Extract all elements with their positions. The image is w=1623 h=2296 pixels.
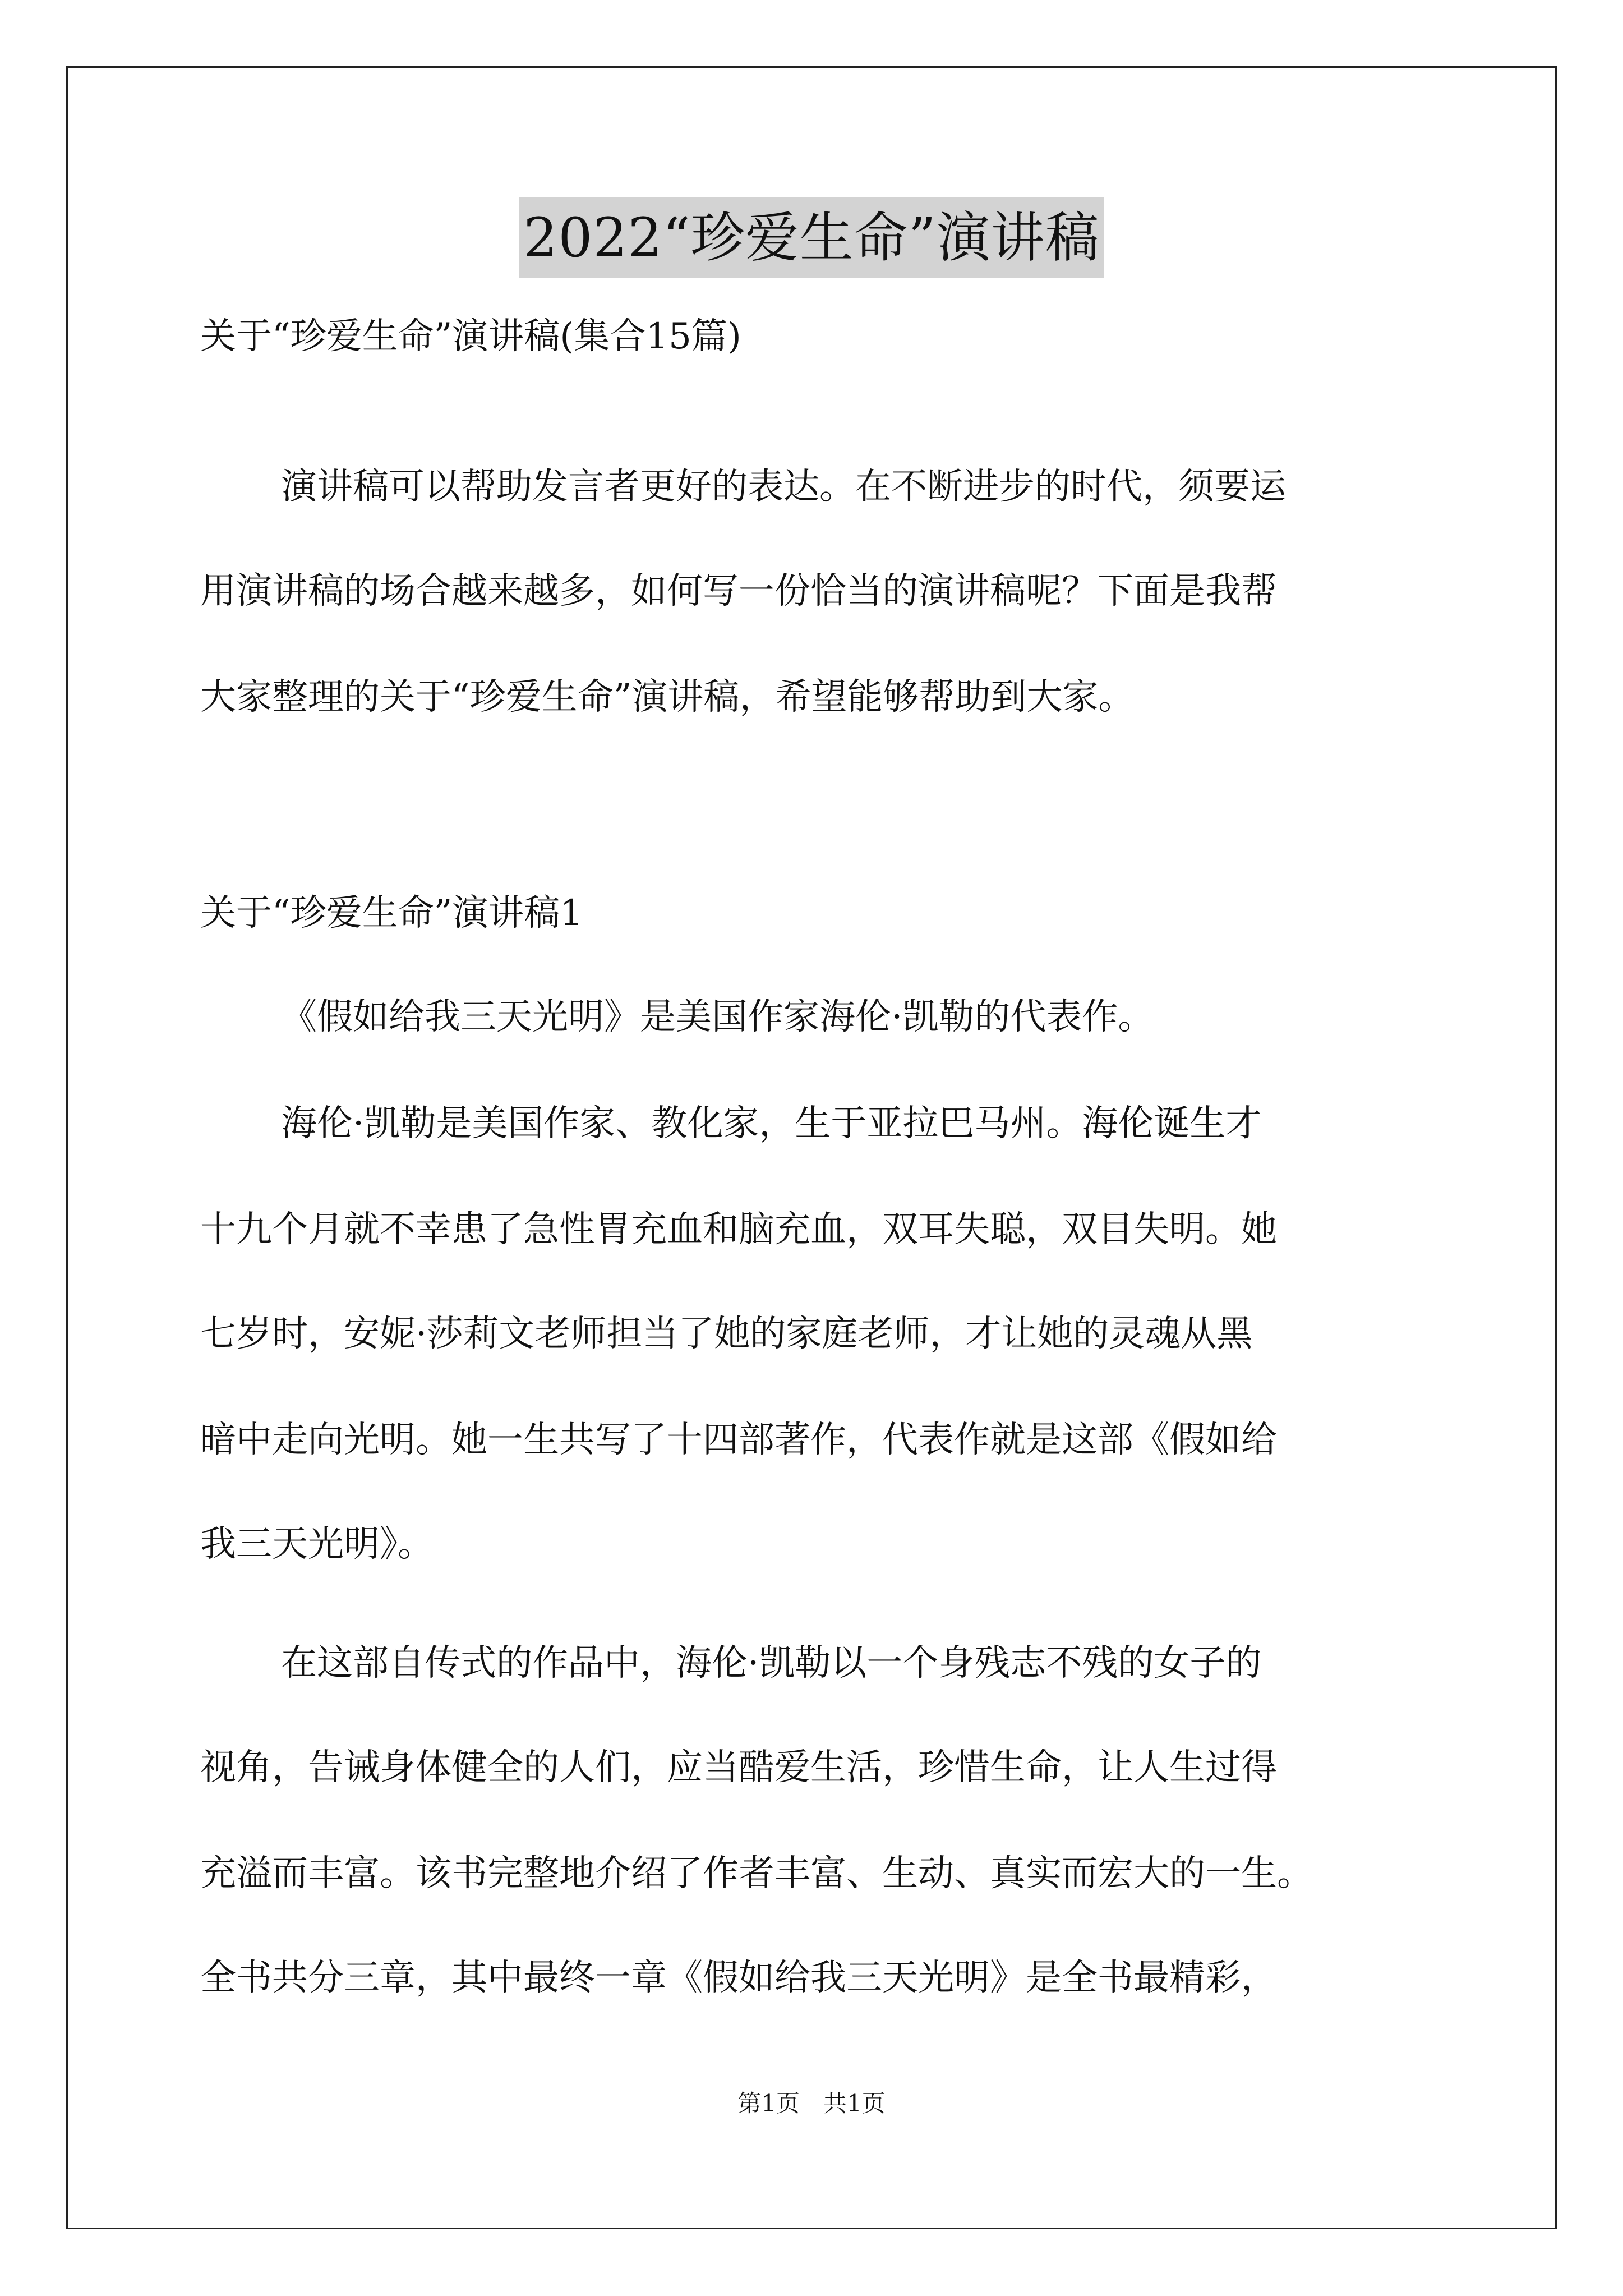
body-line: 我三天光明》。 (200, 1524, 434, 1565)
body-line: 《假如给我三天光明》是美国作家海伦·凯勒的代表作。 (281, 996, 1154, 1038)
body-line: 七岁时，安妮·莎莉文老师担当了她的家庭老师，才让她的灵魂从黑 (200, 1313, 1253, 1355)
body-line: 充溢而丰富。该书完整地介绍了作者丰富、生动、真实而宏大的一生。 (200, 1853, 1313, 1894)
intro-line: 用演讲稿的场合越来越多，如何写一份恰当的演讲稿呢？下面是我帮 (200, 570, 1277, 612)
section-heading: 关于“珍爱生命”演讲稿1 (200, 892, 583, 934)
document-title: 2022“珍爱生命”演讲稿 (519, 197, 1104, 278)
title-container (0, 197, 1623, 278)
body-line: 暗中走向光明。她一生共写了十四部著作，代表作就是这部《假如给 (200, 1419, 1277, 1461)
body-line: 十九个月就不幸患了急性胃充血和脑充血，双耳失聪，双目失明。她 (200, 1209, 1277, 1250)
page-footer: 第1页 共1页 (737, 2090, 886, 2117)
body-line: 全书共分三章，其中最终一章《假如给我三天光明》是全书最精彩， (200, 1957, 1277, 1999)
body-line: 海伦·凯勒是美国作家、教化家，生于亚拉巴马州。海伦诞生才 (281, 1103, 1262, 1144)
body-line: 在这部自传式的作品中，海伦·凯勒以一个身残志不残的女子的 (281, 1642, 1262, 1684)
document-subtitle: 关于“珍爱生命”演讲稿(集合15篇) (200, 316, 741, 357)
body-line: 视角，告诫身体健全的人们，应当酷爱生活，珍惜生命，让人生过得 (200, 1747, 1277, 1788)
page-border (66, 66, 1557, 2229)
intro-line: 大家整理的关于“珍爱生命”演讲稿，希望能够帮助到大家。 (200, 677, 1135, 718)
intro-line: 演讲稿可以帮助发言者更好的表达。在不断进步的时代，须要运 (281, 466, 1286, 508)
